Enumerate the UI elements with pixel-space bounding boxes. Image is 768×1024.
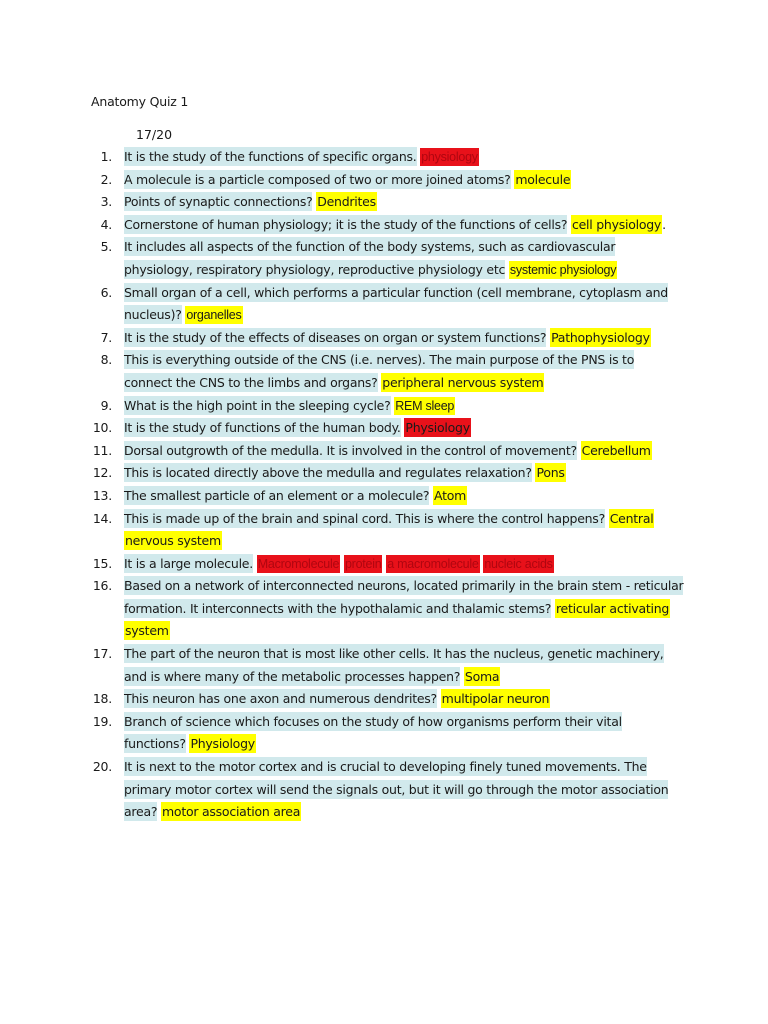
page-title: Anatomy Quiz 1 xyxy=(91,94,189,109)
answer-correct: Soma xyxy=(464,668,500,684)
question-item xyxy=(0,236,768,281)
question-number: 6. xyxy=(100,284,112,300)
question-text: A molecule is a particle composed of two or more joined atoms? xyxy=(124,171,511,187)
question-number: 15. xyxy=(92,555,112,571)
question-item xyxy=(0,349,768,394)
answer-correct: Pons xyxy=(536,465,565,481)
question-text: It is a large molecule. xyxy=(124,555,253,571)
question-text: The smallest particle of an element or a molecule? xyxy=(124,487,430,503)
question-number: 20. xyxy=(92,759,112,775)
question-list xyxy=(0,146,768,824)
question-item xyxy=(0,440,768,463)
answer-incorrect: Physiology xyxy=(405,420,470,436)
question-text: What is the high point in the sleeping cycle? xyxy=(124,397,391,413)
question-number: 17. xyxy=(92,646,112,662)
question-text: Dorsal outgrowth of the medulla. It is involved in the control of movement? xyxy=(124,442,577,458)
question-text: The part of the neuron that is most like other cells. It has the nucleus, genetic machinery, and is where many of the metabolic processes happen? xyxy=(124,646,664,684)
question-item xyxy=(0,688,768,711)
answer-correct: Cerebellum xyxy=(581,442,651,458)
question-text: It is the study of the effects of diseases on organ or system functions? xyxy=(124,329,547,345)
question-text: This is located directly above the medulla and regulates relaxation? xyxy=(124,465,532,481)
question-body xyxy=(124,417,684,440)
answer-correct: Pathophysiology xyxy=(551,329,650,345)
question-item xyxy=(0,508,768,553)
answer-correct: peripheral nervous system xyxy=(382,374,544,390)
answer-correct: organelles xyxy=(186,308,242,323)
question-body xyxy=(124,349,684,394)
question-text: It is the study of the functions of specific organs. xyxy=(124,149,417,164)
question-item xyxy=(0,643,768,688)
answer-correct: motor association area xyxy=(162,804,301,820)
question-number: 19. xyxy=(92,713,112,729)
trailing-punctuation: . xyxy=(662,216,666,232)
question-body xyxy=(124,395,684,418)
answer-correct: Physiology xyxy=(190,736,255,752)
question-number: 8. xyxy=(100,352,112,368)
question-body xyxy=(124,688,684,711)
question-text: Small organ of a cell, which performs a particular function (cell membrane, cytoplasm and nucleus)? xyxy=(124,284,668,323)
question-text: Branch of science which focuses on the study of how organisms perform their vital functions? xyxy=(124,713,622,752)
question-item xyxy=(0,462,768,485)
question-number: 1. xyxy=(100,149,112,164)
question-number: 5. xyxy=(100,239,112,255)
answer-correct: cell physiology xyxy=(571,216,662,232)
question-body xyxy=(124,462,684,485)
question-item xyxy=(0,575,768,643)
question-text: This neuron has one axon and numerous dendrites? xyxy=(124,691,437,707)
question-number: 4. xyxy=(100,216,112,232)
answer-correct: systemic physiology xyxy=(509,262,617,277)
question-number: 13. xyxy=(92,487,112,503)
answer-correct: molecule xyxy=(515,171,571,187)
question-item xyxy=(0,485,768,508)
question-text: This is made up of the brain and spinal cord. This is where the control happens? xyxy=(124,510,605,526)
answer-incorrect: Macromolecule xyxy=(257,556,340,571)
answer-incorrect: nucleic acids xyxy=(484,556,553,571)
question-text: It includes all aspects of the function of the body systems, such as cardiovascular physiology, respiratory physiology, reproductive physiology etc xyxy=(124,239,616,277)
quiz-score: 17/20 xyxy=(136,127,173,142)
question-item xyxy=(0,756,768,824)
question-number: 3. xyxy=(100,194,112,210)
question-body xyxy=(124,214,684,237)
question-number: 11. xyxy=(92,442,112,458)
question-text: Cornerstone of human physiology; it is the study of the functions of cells? xyxy=(124,216,568,232)
question-item xyxy=(0,169,768,192)
question-body xyxy=(124,169,684,192)
question-number: 7. xyxy=(100,329,112,345)
question-number: 10. xyxy=(92,420,112,436)
question-number: 9. xyxy=(100,397,112,413)
question-item xyxy=(0,146,768,169)
question-body xyxy=(124,711,684,756)
question-body xyxy=(124,236,684,281)
question-text: Points of synaptic connections? xyxy=(124,194,313,210)
question-item xyxy=(0,214,768,237)
question-item xyxy=(0,711,768,756)
question-body xyxy=(124,553,684,576)
question-item xyxy=(0,553,768,576)
answer-correct: multipolar neuron xyxy=(441,691,550,707)
question-item xyxy=(0,191,768,214)
question-item xyxy=(0,327,768,350)
question-body xyxy=(124,327,684,350)
question-body xyxy=(124,575,684,643)
question-body xyxy=(124,191,684,214)
answer-correct: REM sleep xyxy=(395,398,455,413)
question-text: Based on a network of interconnected neurons, located primarily in the brain stem - reticular formation. It interconnects with the hypothalamic and thalamic stems? xyxy=(124,578,684,616)
answer-incorrect: physiology xyxy=(421,150,478,164)
question-number: 18. xyxy=(92,691,112,707)
question-text: It is next to the motor cortex and is crucial to developing finely tuned movements. The primary motor cortex will send the signals out, but it will go through the motor association area? xyxy=(124,759,669,820)
answer-correct: Atom xyxy=(434,487,467,503)
question-body xyxy=(124,146,684,169)
question-body xyxy=(124,440,684,463)
question-number: 14. xyxy=(92,510,112,526)
question-body xyxy=(124,756,684,824)
answer-correct: Central nervous system xyxy=(125,510,654,549)
question-body xyxy=(124,643,684,688)
question-body xyxy=(124,282,684,327)
question-text: It is the study of functions of the human body. xyxy=(124,420,401,436)
question-body xyxy=(124,485,684,508)
question-body xyxy=(124,508,684,553)
answer-incorrect: a macromolecule xyxy=(387,556,479,571)
question-item xyxy=(0,417,768,440)
question-text: This is everything outside of the CNS (i.e. nerves). The main purpose of the PNS is to connect the CNS to the limbs and organs? xyxy=(124,352,635,390)
question-number: 12. xyxy=(92,465,112,481)
question-number: 2. xyxy=(100,171,112,187)
answer-correct: Dendrites xyxy=(317,194,376,210)
question-number: 16. xyxy=(92,578,112,594)
answer-incorrect: protein xyxy=(344,556,382,571)
question-item xyxy=(0,282,768,327)
question-item xyxy=(0,395,768,418)
answer-correct: reticular activating system xyxy=(125,600,670,639)
